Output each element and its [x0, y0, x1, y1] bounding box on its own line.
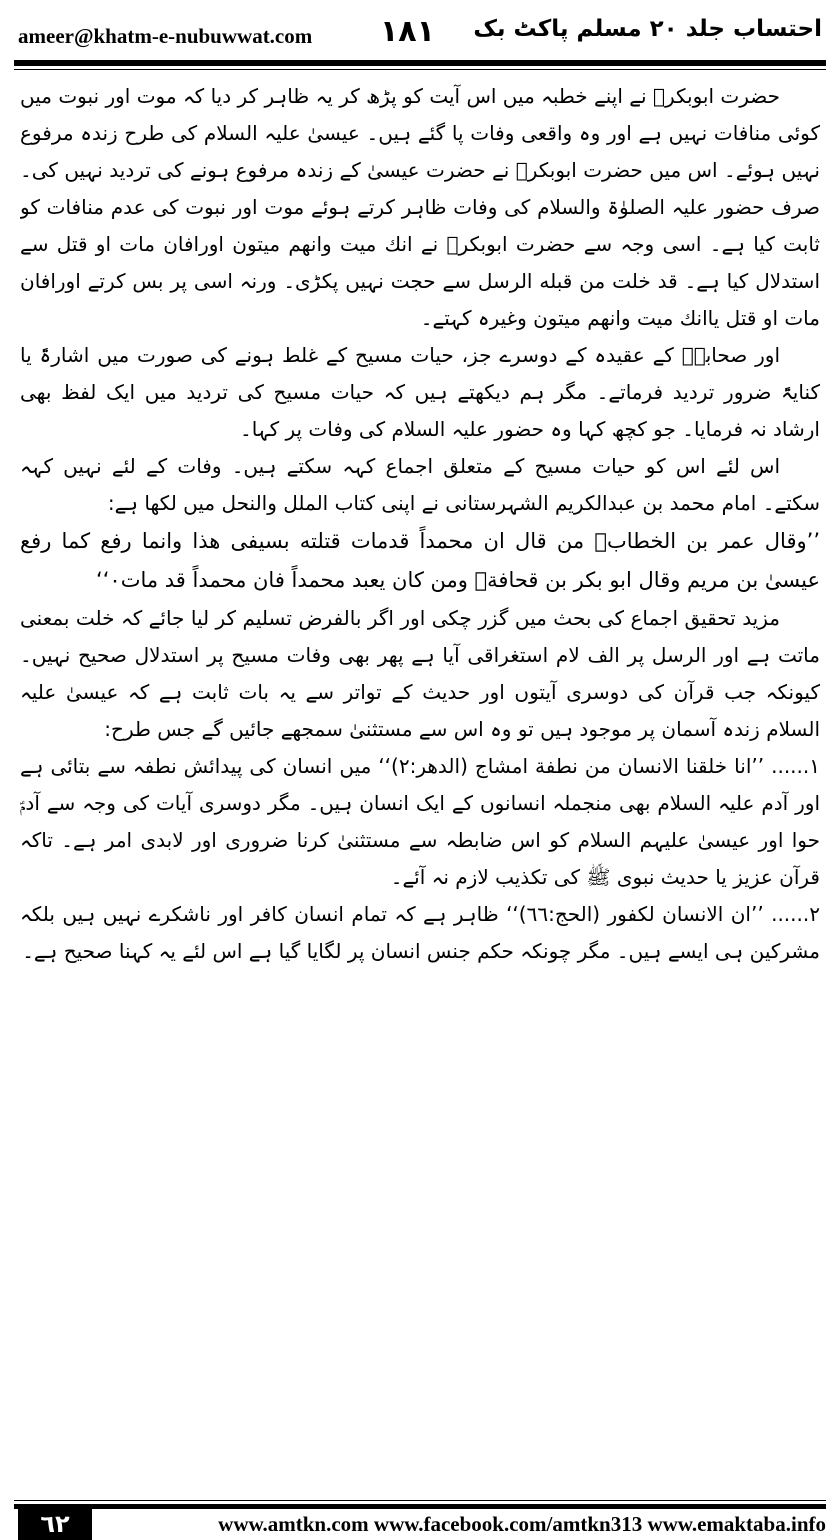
header-page-number: ١٨١	[380, 14, 435, 49]
arabic-quote: ’’وقال عمر بن الخطابؓ من قال ان محمداً قدمات قتلته بسیفی هذا وانما رفع کما رفع عیسیٰ بن مریم وقال ابو بکر بن قحافةؓ ومن کان یعبد محمداً فان محمداً قد مات۰‘‘	[20, 529, 820, 592]
footer-page-number: ٦٢	[18, 1509, 92, 1540]
page-footer	[0, 1500, 840, 1540]
page-body	[20, 78, 820, 1486]
header-rule-thin	[14, 69, 826, 70]
body-paragraph: مزید تحقیق اجماع کی بحث میں گزر چکی اور اگر بالفرض تسلیم کر لیا جائے کہ خلت بمعنی ماتت ہے اور الرسل پر الف لام استغراقی آیا ہے پھر بھی وفات مسیح پر استدلال صحیح نہیں۔ کیونکہ جب قرآن کی دوسری آیتوں اور حدیث کے تواتر سے یہ بات ثابت ہے کہ عیسیٰ علیہ السلام زندہ آسمان پر موجود ہیں تو وہ اس سے مستثنیٰ سمجھے جائیں گے جس طرح:	[20, 606, 820, 741]
header-book-title: احتساب جلد ۲۰ مسلم پاکٹ بک	[473, 16, 822, 42]
numbered-item: ۲...... ’’ان الانسان لکفور (الحج:٦٦)‘‘ ظاہر ہے کہ تمام انسان کافر اور ناشکرے نہیں ہیں بلکہ مشرکین ہی ایسے ہیں۔ مگر چونکہ حکم جنس انسان پر لگایا گیا ہے اس لئے یہ کہنا صحیح ہے۔	[20, 902, 820, 963]
footer-rule-thick	[14, 1504, 826, 1509]
header-email: ameer@khatm-e-nubuwwat.com	[18, 24, 313, 48]
footer-rule-thin	[14, 1500, 826, 1501]
footer-links: www.amtkn.com www.facebook.com/amtkn313 www.emaktaba.info	[218, 1512, 826, 1536]
header-rule-thick	[14, 60, 826, 66]
body-paragraph: اور صحابہؓ کے عقیدہ کے دوسرے جز، حیات مسیح کے غلط ہونے کی صورت میں اشارۃً یا کنایۃً ضرور تردید فرماتے۔ مگر ہم دیکھتے ہیں کہ حیات مسیح کی تردید میں ایک لفظ بھی ارشاد نہ فرمایا۔ جو کچھ کہا وہ حضور علیہ السلام کی وفات پر کہا۔	[20, 343, 820, 441]
body-paragraph: اس لئے اس کو حیات مسیح کے متعلق اجماع کہہ سکتے ہیں۔ وفات کے لئے نہیں کہہ سکتے۔ امام محمد بن عبدالکریم الشہرستانی نے اپنی کتاب الملل والنحل میں لکھا ہے:	[20, 454, 820, 515]
page-header	[18, 14, 822, 54]
body-paragraph: حضرت ابوبکرؓ نے اپنے خطبہ میں اس آیت کو پڑھ کر یہ ظاہر کر دیا کہ موت اور نبوت میں کوئی منافات نہیں ہے اور وہ واقعی وفات پا گئے ہیں۔ عیسیٰ علیہ السلام کی طرح زندہ مرفوع نہیں ہوئے۔ اس میں حضرت ابوبکرؓ نے حضرت عیسیٰ کے زندہ مرفوع ہونے کی تردید نہیں کی۔ صرف حضور علیہ الصلوٰۃ والسلام کی وفات ظاہر کرتے ہوئے موت اور نبوت کی عدم منافات کو ثابت کیا ہے۔ اسی وجہ سے حضرت ابوبکرؓ نے انك میت وانهم میتون اورافان مات او قتل سے استدلال کیا ہے۔ قد خلت من قبله الرسل سے حجت نہیں پکڑی۔ ورنہ اسی پر بس کرتے اورافان مات او قتل یاانك میت وانهم میتون وغیرہ کہتے۔	[20, 84, 820, 330]
numbered-item: ۱...... ’’انا خلقنا الانسان من نطفة امشاج (الدهر:۲)‘‘ میں انسان کی پیدائش نطفہ سے بتائی ہے اور آدم علیہ السلام بھی منجملہ انسانوں کے ایک انسان ہیں۔ مگر دوسری آیات کی وجہ سے آدمؑ حوا اور عیسیٰ علیہم السلام کو اس ضابطہ سے مستثنیٰ کرنا ضروری اور لابدی امر ہے۔ تاکہ قرآن عزیز یا حدیث نبوی ﷺ کی تکذیب لازم نہ آئے۔	[20, 754, 820, 889]
